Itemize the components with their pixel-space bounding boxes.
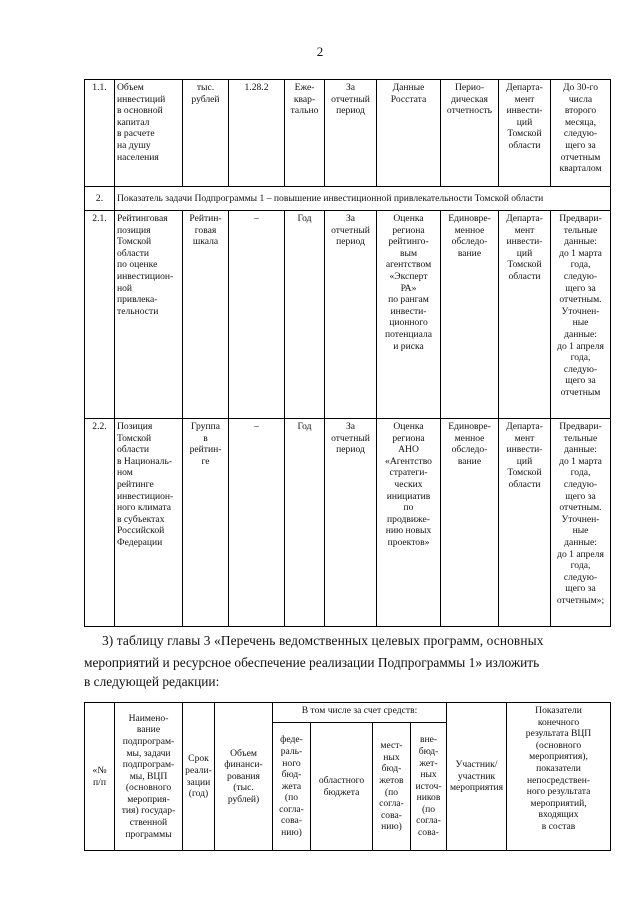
data-source: Оценка региона рейтинго- вым агентством «Эксперт РА» по рангам инвести- ционного потенциала и риска — [377, 211, 441, 419]
section-number: 2. — [85, 187, 115, 211]
code: – — [229, 211, 285, 419]
responsible: Департа- мент инвести- ций Томской области — [499, 419, 551, 627]
row-number: 2.1. — [85, 211, 115, 419]
col-participant: Участник/ участник мероприятия — [447, 703, 507, 851]
indicator-name: Позиция Томской области в Националь- ном рейтинге инвестицион- ного климата в субъектах Российской Федерации — [115, 419, 183, 627]
method: Перио- дическая отчетность — [441, 80, 499, 187]
deadline: Предвари- тельные данные: до 1 марта года, следую- щего за отчетным. Уточнен- ные данные: до 1 апреля года, следую- щего за отчетным»; — [551, 419, 611, 627]
col-extra: вне- бюд- жет- ных источ- ников (по согла- сова- — [411, 723, 447, 851]
indicator-name: Рейтинговая позиция Томской области по оценке инвестицион- ной привлека- тельности — [115, 211, 183, 419]
col-local: мест- ных бюд- жетов (по согла- сова- нию) — [373, 723, 411, 851]
paragraph-line-2: мероприятий и ресурсное обеспечение реализации Подпрограммы 1» изложить — [84, 655, 540, 670]
table-row — [85, 211, 611, 419]
period: За отчетный период — [325, 211, 377, 419]
col-name: Наимено- вание подпрограм- мы, задачи подпрограм- мы, ВЦП (основного мероприя- тия) государ- ственной программы — [115, 703, 183, 851]
header-row — [85, 703, 611, 723]
unit: Рейтин- говая шкала — [183, 211, 229, 419]
section-row — [85, 187, 611, 211]
method: Единовре- менное обследо- вание — [441, 419, 499, 627]
responsible: Департа- мент инвести- ций Томской области — [499, 80, 551, 187]
data-source: Оценка региона АНО «Агентство стратеги- ческих инициатив по продвиже- нию новых проектов» — [377, 419, 441, 627]
unit: тыс. рублей — [183, 80, 229, 187]
page-number: 2 — [316, 44, 324, 59]
frequency: Еже- квар- тально — [285, 80, 325, 187]
col-federal: феде- раль- ного бюд- жета (по согла- сова- нию) — [273, 723, 311, 851]
frequency: Год — [285, 419, 325, 627]
frequency: Год — [285, 211, 325, 419]
col-including: В том числе за счет средств: — [273, 703, 447, 723]
col-term: Срок реали- зации (год) — [183, 703, 215, 851]
responsible: Департа- мент инвести- ций Томской области — [499, 211, 551, 419]
method: Единовре- менное обследо- вание — [441, 211, 499, 419]
programs-table — [84, 702, 611, 851]
row-number: 2.2. — [85, 419, 115, 627]
unit: Группа в рейтин- ге — [183, 419, 229, 627]
period: За отчетный период — [325, 419, 377, 627]
col-indicators: Показатели конечного результата ВЦП (основного мероприятия), показатели непосредствен- ного результата мероприятий, входящих в состав — [507, 703, 611, 851]
period: За отчетный период — [325, 80, 377, 187]
table-row — [85, 419, 611, 627]
paragraph-line-1: 3) таблицу главы 3 «Перечень ведомственных целевых программ, основных — [102, 633, 544, 648]
col-number: «№ п/п — [85, 703, 115, 851]
code: 1.28.2 — [229, 80, 285, 187]
table-row — [85, 80, 611, 187]
section-title: Показатель задачи Подпрограммы 1 – повышение инвестиционной привлекательности Томской области — [115, 187, 611, 211]
col-regional: областного бюджета — [311, 723, 373, 851]
indicator-name: Объем инвестиций в основной капитал в расчете на душу населения — [115, 80, 183, 187]
paragraph-line-3: в следующей редакции: — [84, 674, 220, 689]
row-number: 1.1. — [85, 80, 115, 187]
data-source: Данные Росстата — [377, 80, 441, 187]
col-volume: Объем финанси- рования (тыс. рублей) — [215, 703, 273, 851]
code: – — [229, 419, 285, 627]
indicators-table — [84, 79, 611, 627]
deadline: До 30-го числа второго месяца, следую- щего за отчетным кварталом — [551, 80, 611, 187]
deadline: Предвари- тельные данные: до 1 марта года, следую- щего за отчетным. Уточнен- ные данные: до 1 апреля года, следую- щего за отчетным — [551, 211, 611, 419]
